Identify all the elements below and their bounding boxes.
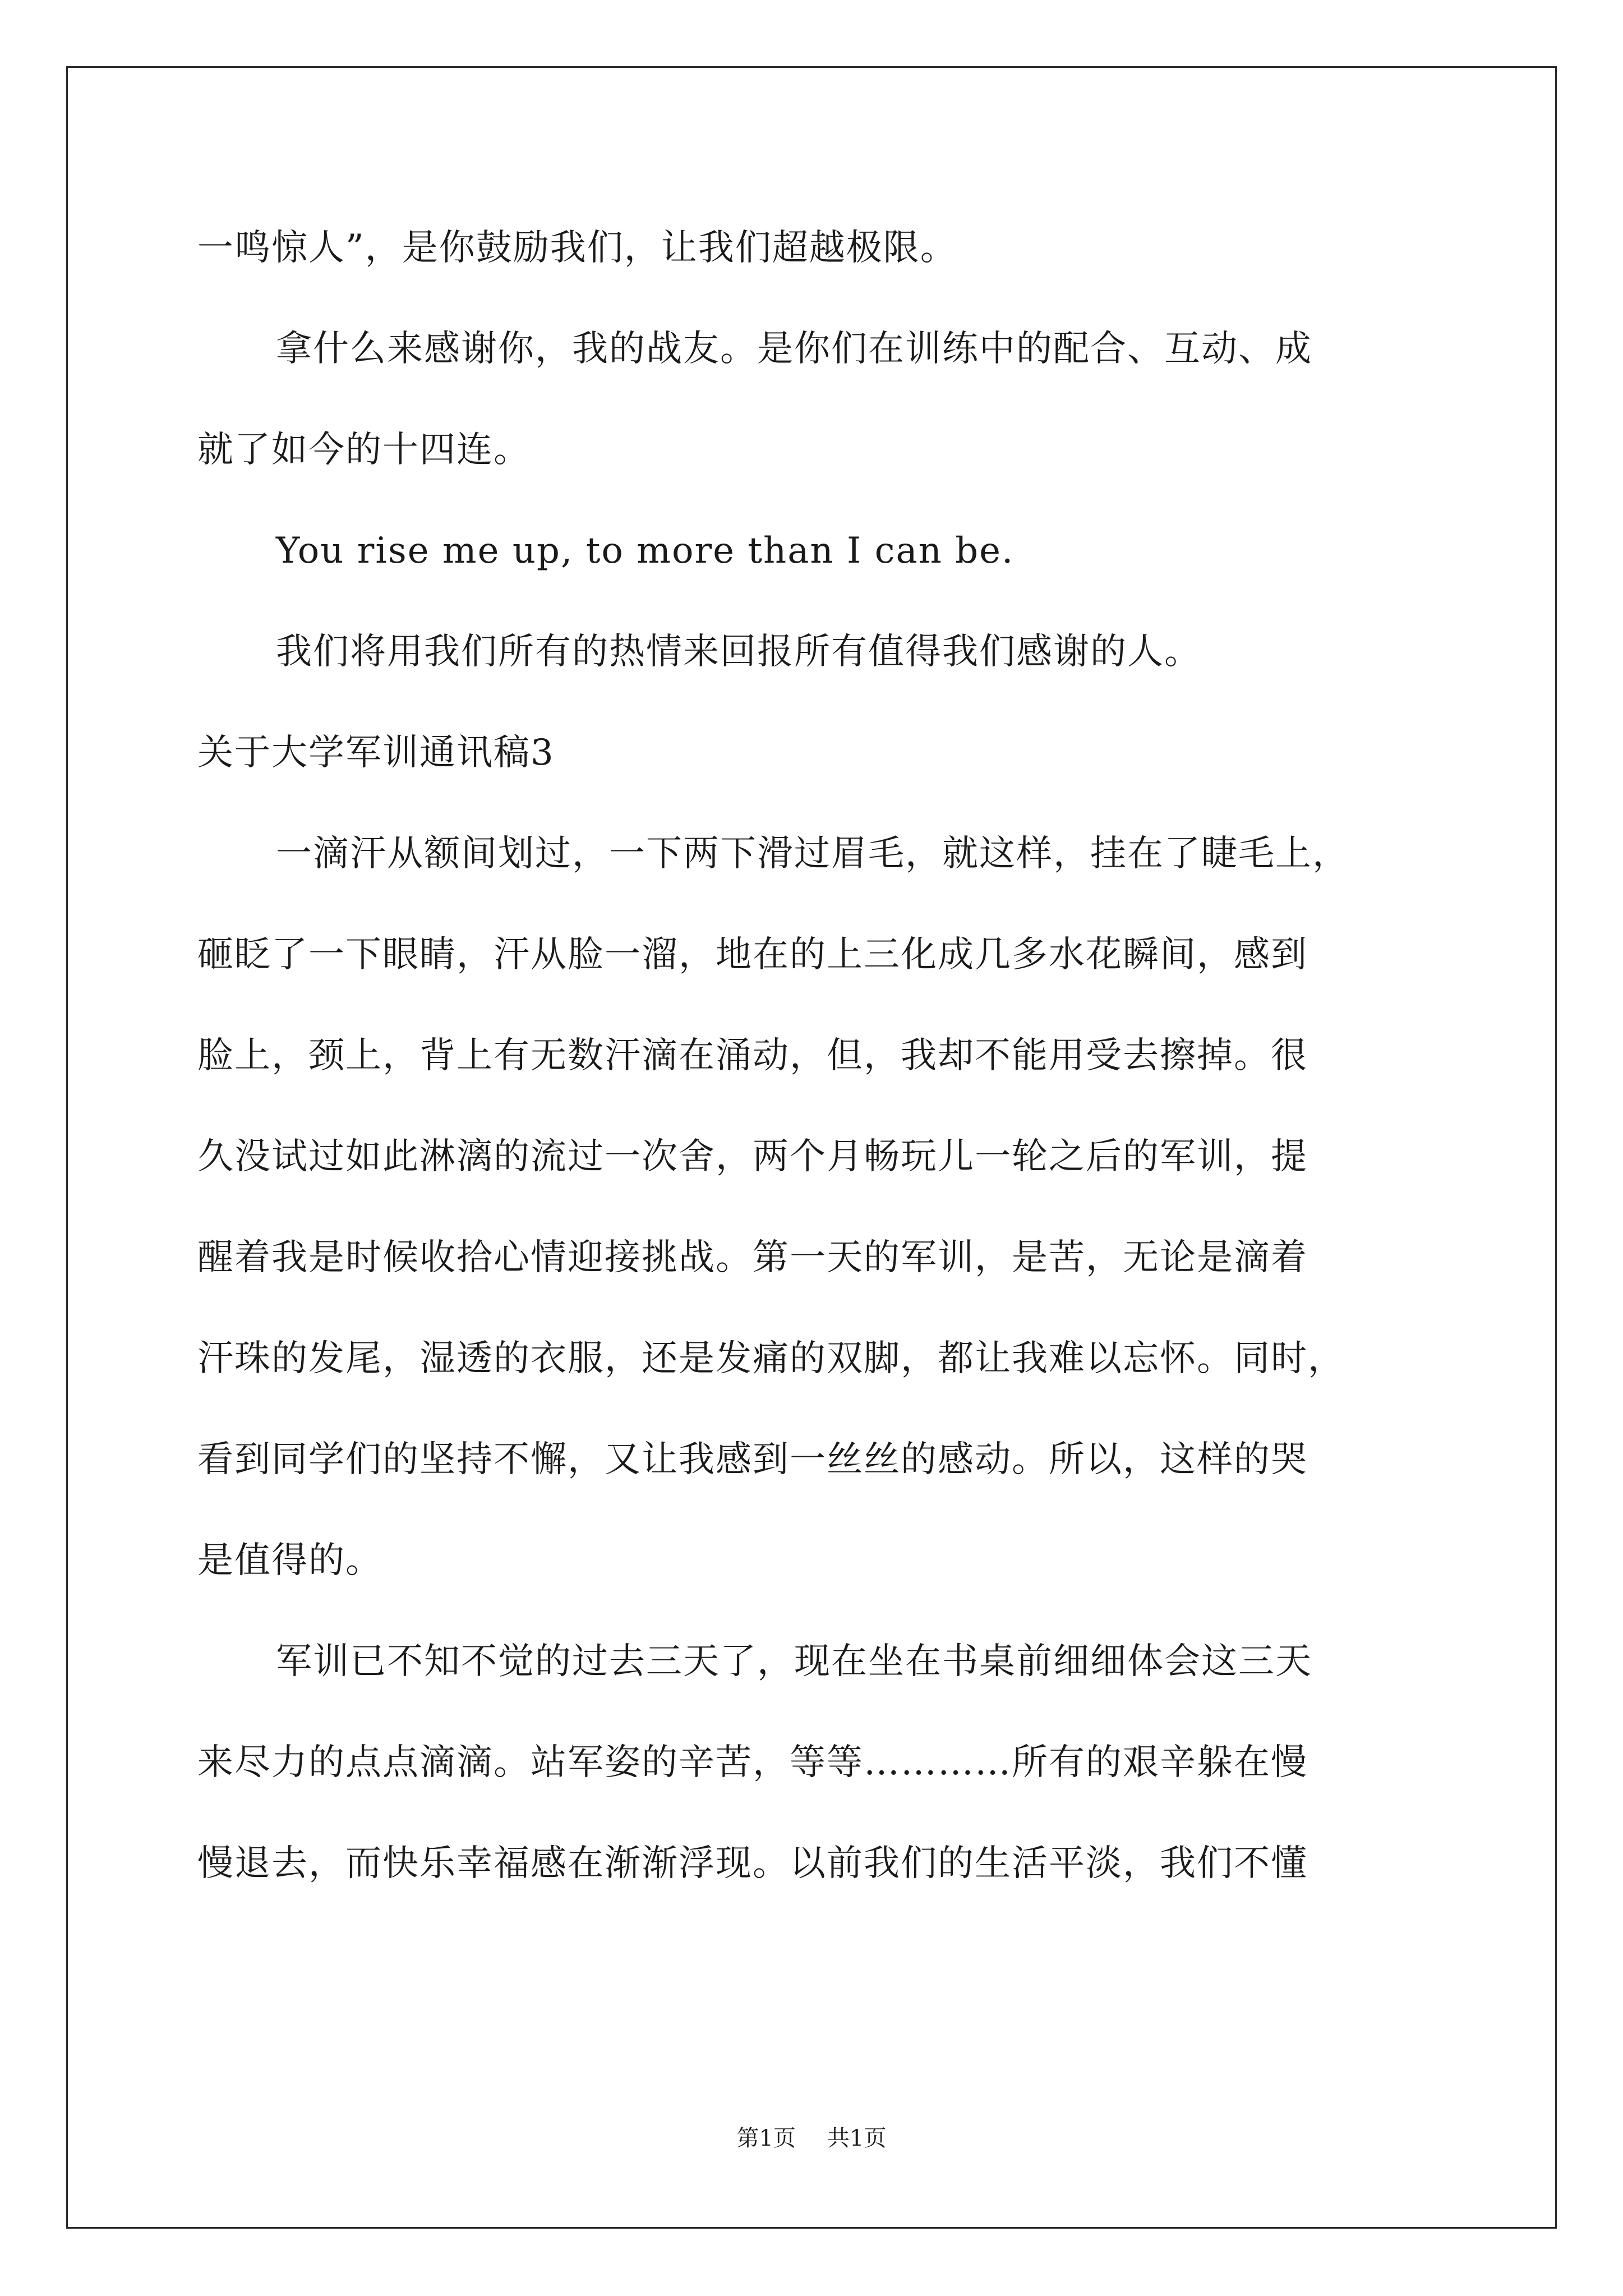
text-line: 砸眨了一下眼睛，汗从脸一溜，地在的上三化成几多水花瞬间，感到 bbox=[197, 934, 1308, 976]
text-line: 是值得的。 bbox=[197, 1540, 382, 1581]
text-line: 军训已不知不觉的过去三天了，现在坐在书桌前细细体会这三天 bbox=[276, 1641, 1312, 1682]
text-line: 醒着我是时候收拾心情迎接挑战。第一天的军训，是苦，无论是滴着 bbox=[197, 1237, 1308, 1278]
text-line: 我们将用我们所有的热情来回报所有值得我们感谢的人。 bbox=[276, 631, 1201, 673]
page-number-total: 共1页 bbox=[827, 2125, 887, 2151]
text-line: You rise me up, to more than I can be. bbox=[276, 530, 1015, 572]
text-line: 就了如今的十四连。 bbox=[197, 429, 531, 471]
text-line: 一鸣惊人”，是你鼓励我们，让我们超越极限。 bbox=[197, 227, 957, 269]
document-body bbox=[197, 197, 1426, 1914]
text-line: 汗珠的发尾，湿透的衣服，还是发痛的双脚，都让我难以忘怀。同时， bbox=[197, 1338, 1345, 1379]
text-line: 慢退去，而快乐幸福感在渐渐浮现。以前我们的生活平淡，我们不懂 bbox=[197, 1843, 1308, 1884]
page-number-current: 第1页 bbox=[736, 2125, 796, 2151]
section-heading: 关于大学军训通讯稿3 bbox=[197, 732, 555, 774]
text-line: 脸上，颈上，背上有无数汗滴在涌动，但，我却不能用受去擦掉。很 bbox=[197, 1035, 1308, 1076]
text-line: 久没试过如此淋漓的流过一次舍，两个月畅玩儿一轮之后的军训，提 bbox=[197, 1136, 1308, 1177]
page-footer bbox=[0, 2120, 1623, 2152]
text-line: 看到同学们的坚持不懈，又让我感到一丝丝的感动。所以，这样的哭 bbox=[197, 1439, 1308, 1480]
text-line: 一滴汗从额间划过，一下两下滑过眉毛，就这样，挂在了睫毛上， bbox=[276, 833, 1349, 875]
text-line: 拿什么来感谢你，我的战友。是你们在训练中的配合、互动、成 bbox=[276, 328, 1312, 370]
text-line: 来尽力的点点滴滴。站军姿的辛苦，等等…………所有的艰辛躲在慢 bbox=[197, 1742, 1308, 1783]
